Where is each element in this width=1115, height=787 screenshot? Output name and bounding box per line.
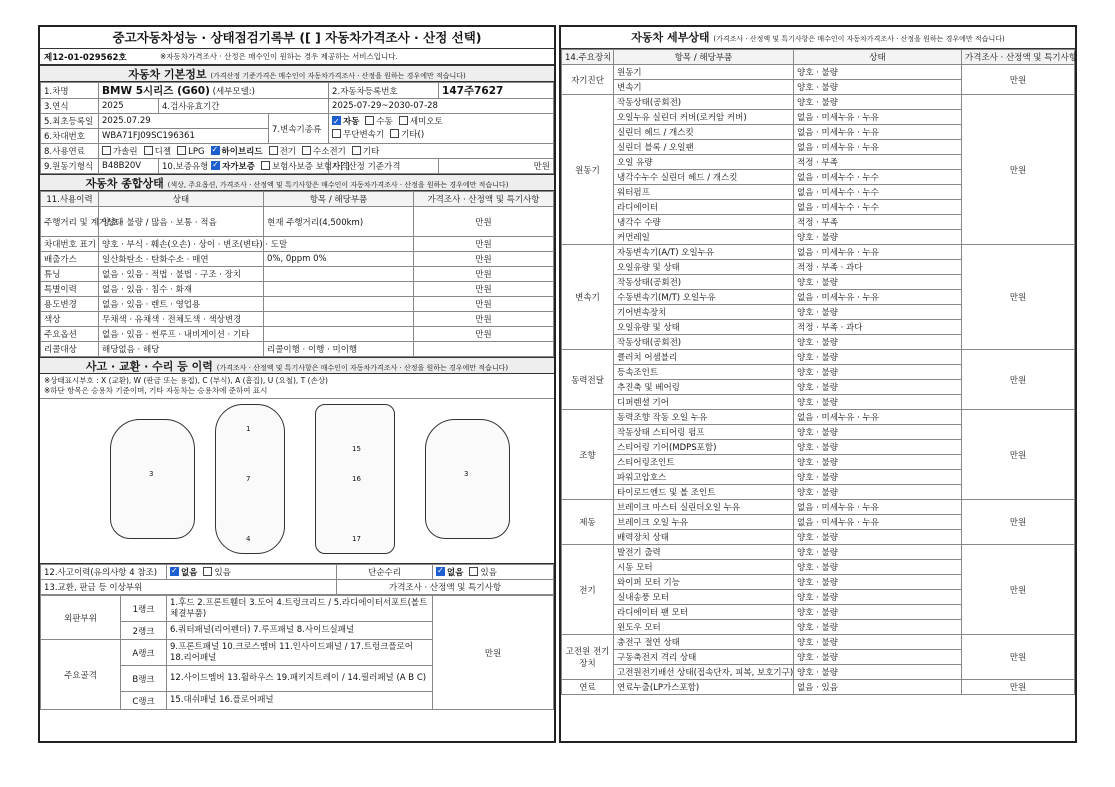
detail-item: 디퍼렌셜 기어 [614,395,794,410]
detail-item: 스티어링조인트 [614,455,794,470]
accident-section [40,357,554,374]
part-label: 13.교환, 판금 등 이상부위 [41,580,337,595]
detail-state[interactable]: 양호 · 불량 [794,560,962,575]
detail-row [562,680,1075,695]
trans-options [329,114,554,144]
legend-line-1: ※상태표시부호 : X (교환), W (판금 또는 용접), C (부식), A (흠집), U (요철), T (손상) [44,376,328,385]
detail-state[interactable]: 없음 · 미세누유 · 누유 [794,515,962,530]
detail-state[interactable]: 양호 · 불량 [794,455,962,470]
car-name-label: 1.차명 [41,83,99,99]
detail-item: 윈도우 모터 [614,620,794,635]
detail-price: 만원 [962,95,1075,245]
fuel-label: 8.사용연료 [41,144,99,159]
car-left-side-view: 3 [110,419,195,539]
detail-group: 자기진단 [562,65,614,95]
doc-info-row [40,49,554,65]
rank-label: 2랭크 [121,622,167,640]
detail-item: 클러치 어셈블리 [614,350,794,365]
trans-option-auto[interactable]: ✓자동 [332,117,359,127]
detail-row [562,635,1075,650]
detail-item: 작동상태 스티어링 펌프 [614,425,794,440]
detail-state[interactable]: 양호 · 불량 [794,395,962,410]
detail-state[interactable]: 양호 · 불량 [794,350,962,365]
rank-label: A랭크 [121,640,167,666]
detail-price: 만원 [962,65,1075,95]
fuel-hydrogen[interactable]: 수소전기 [302,147,346,157]
overall-cell-item [264,282,414,297]
detail-row [562,350,1075,365]
detail-section [561,27,1075,49]
detail-state[interactable]: 양호 · 불량 [794,425,962,440]
overall-cell-item [264,327,414,342]
inspect-value: 2025-07-29~2030-07-28 [329,99,554,114]
detail-state[interactable]: 없음 · 미세누유 · 누유 [794,290,962,305]
detail-state[interactable]: 없음 · 미세누유 · 누유 [794,125,962,140]
detail-item: 브레이크 마스터 실린더오일 누유 [614,500,794,515]
detail-state[interactable]: 양호 · 불량 [794,440,962,455]
detail-state[interactable]: 적정 · 부족 · 과다 [794,320,962,335]
overall-cell-label: 주요옵션 [41,327,99,342]
basic-info-note: (가격산정 기준가격은 매수인이 자동차가격조사 · 산정을 원하는 경우에만 적습니다) [210,72,466,80]
overall-row [41,267,554,282]
overall-row [41,282,554,297]
basic-info-section [40,65,554,82]
overall-title: 자동차 종합상태 [85,177,164,190]
overall-row [41,237,554,252]
detail-group: 전기 [562,545,614,635]
simple-repair-label: 단순수리 [337,565,433,580]
rank-items[interactable]: 1.후드 2.프론트휀더 3.도어 4.트렁크리드 / 5.라디에이터서포트(볼트체결부품) [167,596,433,622]
overall-cell-label: 튜닝 [41,267,99,282]
rank-items[interactable]: 9.프론트패널 10.크로스멤버 11.인사이드패널 / 17.트렁크플로어 18.리어패널 [167,640,433,666]
detail-price: 만원 [962,500,1075,545]
legend-line-2: ※하단 항목은 승용차 기준이며, 기타 자동차는 승용차에 준하여 표시 [44,386,268,395]
detail-item: 변속기 [614,80,794,95]
detail-item: 냉각수 수량 [614,215,794,230]
detail-state[interactable]: 양호 · 불량 [794,530,962,545]
overall-cell-label: 용도변경 [41,297,99,312]
detail-state[interactable]: 없음 · 미세누수 · 누수 [794,185,962,200]
rank-label: B랭크 [121,666,167,692]
detail-row [562,65,1075,80]
detail-state[interactable]: 양호 · 불량 [794,230,962,245]
detail-row [562,410,1075,425]
overall-header-state: 상태 [99,192,264,207]
detail-item: 시동 모터 [614,560,794,575]
basic-info-table [40,82,554,174]
first-reg-value: 2025.07.29 [99,114,269,129]
detail-state[interactable]: 없음 · 미세누유 · 누유 [794,500,962,515]
first-reg-label: 5.최초등록일 [41,114,99,129]
detail-item: 실린더 헤드 / 개스킷 [614,125,794,140]
detail-item: 커먼레일 [614,230,794,245]
overall-cell-label: 배출가스 [41,252,99,267]
trans-option-manual[interactable]: 수동 [365,117,392,127]
detail-item: 라디에이터 팬 모터 [614,605,794,620]
service-notice: ※자동차가격조사 · 산정은 매수인이 원하는 경우 제공하는 서비스입니다. [160,52,398,61]
warranty-options: 10.보증유형 ✓ 자가보증 보험사보증 보험사[ ] [159,159,329,174]
detail-price: 만원 [962,635,1075,680]
detail-state[interactable]: 양호 · 불량 [794,665,962,680]
detail-item: 등속조인트 [614,365,794,380]
detail-price: 만원 [962,245,1075,350]
overall-cell-state[interactable]: 없음 · 있음 · 적법 · 불법 · 구조 · 장치 [99,267,264,282]
engine-value: B48B20V [99,159,159,174]
left-panel [38,25,556,743]
fuel-hybrid[interactable]: ✓ 하이브리드 [211,147,263,157]
inspect-label: 4.검사유효기간 [159,99,329,114]
detail-header-device: 14.주요장치 [562,50,614,65]
detail-state[interactable]: 양호 · 불량 [794,650,962,665]
accident-note: (가격조사 · 산정액 및 특기사항은 매수인이 자동차가격조사 · 산정을 원하는 경우에만 적습니다) [216,364,509,372]
detail-state[interactable]: 없음 · 미세누유 · 누유 [794,110,962,125]
history-yes[interactable]: 있음 [203,568,230,578]
year-label: 3.연식 [41,99,99,114]
overall-cell-price: 만원 [414,297,554,312]
overall-cell-label: 색상 [41,312,99,327]
fuel-electric[interactable]: 전기 [269,147,296,157]
trans-label: 7.변속기종류 [269,114,329,144]
detail-price: 만원 [962,350,1075,410]
detail-item: 라디에이터 [614,200,794,215]
detail-item: 원동기 [614,65,794,80]
overall-cell-label: 특별이력 [41,282,99,297]
detail-item: 와이퍼 모터 기능 [614,575,794,590]
overall-cell-price [414,342,554,357]
rank-price: 만원 [433,596,554,710]
detail-state[interactable]: 없음 · 미세누유 · 누유 [794,140,962,155]
detail-state[interactable]: 양호 · 불량 [794,335,962,350]
overall-cell-item [264,267,414,282]
reg-no-label: 2.자동차등록번호 [329,83,439,99]
detail-note: (가격조사 · 산정액 및 특기사항은 매수인이 자동차가격조사 · 산정을 원하는 경우에만 적습니다) [713,35,1005,43]
detail-state[interactable]: 양호 · 불량 [794,275,962,290]
detail-item: 작동상태(공회전) [614,335,794,350]
detail-item: 발전기 출력 [614,545,794,560]
detail-item: 오일 유량 [614,155,794,170]
detail-group: 연료 [562,680,614,695]
detail-item: 타이로드엔드 및 볼 조인트 [614,485,794,500]
overall-cell-label: 차대번호 표기 [41,237,99,252]
overall-section [40,174,554,191]
detail-state[interactable]: 없음 · 미세누유 · 누유 [794,410,962,425]
detail-state[interactable]: 양호 · 불량 [794,95,962,110]
detail-item: 자동변속기(A/T) 오일누유 [614,245,794,260]
document-title: 중고자동차성능 · 상태점검기록부 ([ ] 자동차가격조사 · 산정 선택) [40,27,554,49]
overall-cell-state[interactable]: 무채색 · 유채색 · 전체도색 · 색상변경 [99,312,264,327]
car-model-sub: (세부모델:) [212,87,255,97]
detail-state[interactable]: 양호 · 불량 [794,80,962,95]
rank-label: C랭크 [121,692,167,710]
overall-cell-label: 주행거리 및 계기상태 [41,207,99,237]
detail-row [562,545,1075,560]
detail-row [562,245,1075,260]
right-panel [559,25,1077,743]
overall-cell-item [264,297,414,312]
detail-row [562,95,1075,110]
car-frame-view: 15 16 17 [315,404,395,554]
detail-state[interactable]: 없음 · 미세누수 · 누수 [794,170,962,185]
overall-cell-item: 리콜이행 · 이행 · 미이행 [264,342,414,357]
detail-item: 고전원전기배선 상태(접속단자, 피복, 보호기구) [614,665,794,680]
overall-cell-state[interactable]: 양호 · 불량 / 많음 · 보통 · 적음 [99,207,264,237]
detail-state[interactable]: 양호 · 불량 [794,590,962,605]
overall-cell-item [264,312,414,327]
detail-state[interactable]: 양호 · 불량 [794,605,962,620]
accident-title: 사고 · 교환 · 수리 등 이력 [85,360,213,373]
detail-state[interactable]: 적정 · 부족 · 과다 [794,260,962,275]
detail-item: 수동변속기(M/T) 오일누유 [614,290,794,305]
simple-none[interactable]: ✓ 없음 [436,568,463,578]
trans-option-other[interactable]: 기타() [390,130,424,140]
overall-cell-state[interactable]: 양호 · 부식 · 훼손(오손) · 상이 · 변조(변타) · 도말 [99,237,264,252]
detail-header-item: 항목 / 해당부품 [614,50,794,65]
detail-item: 추진축 및 베어링 [614,380,794,395]
accident-legend [40,374,554,399]
detail-item: 브레이크 오일 누유 [614,515,794,530]
overall-header-usage: 11.사용이력 [41,192,99,207]
detail-group: 동력전달 [562,350,614,410]
detail-table [561,49,1078,695]
overall-cell-state[interactable]: 해당없음 · 해당 [99,342,264,357]
detail-state[interactable]: 없음 · 미세누수 · 누수 [794,200,962,215]
detail-state[interactable]: 적정 · 부족 [794,215,962,230]
trans-option-cvt[interactable]: 무단변속기 [332,130,384,140]
overall-row [41,297,554,312]
detail-item: 워터펌프 [614,185,794,200]
detail-group: 조향 [562,410,614,500]
detail-item: 작동상태(공회전) [614,95,794,110]
detail-state[interactable]: 양호 · 불량 [794,305,962,320]
detail-state[interactable]: 양호 · 불량 [794,635,962,650]
vin-value: WBA71FJ09SC196361 [99,129,269,144]
detail-price: 만원 [962,410,1075,500]
car-diagram [40,399,554,564]
detail-state[interactable]: 양호 · 불량 [794,470,962,485]
overall-cell-price: 만원 [414,282,554,297]
detail-item: 스티어링 기어(MDPS포함) [614,440,794,455]
rank-row [41,596,554,622]
part-price-label: 가격조사 · 산정액 및 특기사항 [337,580,554,595]
overall-cell-state[interactable]: 없음 · 있음 · 썬루프 · 내비게이션 · 기타 [99,327,264,342]
overall-cell-price: 만원 [414,252,554,267]
detail-title: 자동차 세부상태 [631,31,710,44]
overall-row [41,312,554,327]
detail-item: 실내송풍 모터 [614,590,794,605]
reg-no: 147주7627 [442,85,504,97]
detail-item: 연료누출(LP가스포함) [614,680,794,695]
doc-number: 제12-01-029562호 [44,52,127,63]
history-none[interactable]: ✓ 없음 [170,568,197,578]
detail-item: 배력장치 상태 [614,530,794,545]
fuel-other[interactable]: 기타 [352,147,379,157]
overall-cell-state[interactable]: 없음 · 있음 · 침수 · 화재 [99,282,264,297]
overall-cell-item: 현재 주행거리(4,500km) [264,207,414,237]
detail-item: 오일누유 실린더 커버(로커암 커버) [614,110,794,125]
detail-item: 오일유량 및 상태 [614,260,794,275]
car-right-side-view: 3 [425,419,510,539]
detail-row [562,500,1075,515]
overall-row [41,342,554,357]
rank-label: 1랭크 [121,596,167,622]
rank-table [40,595,554,710]
vin-label: 6.차대번호 [41,129,99,144]
fuel-options [99,144,554,159]
detail-group: 제동 [562,500,614,545]
detail-state[interactable]: 없음 · 있음 [794,680,962,695]
overall-cell-label: 리콜대상 [41,342,99,357]
detail-group: 원동기 [562,95,614,245]
detail-item: 기어변속장치 [614,305,794,320]
detail-item: 구동축전지 격리 상태 [614,650,794,665]
fuel-lpg[interactable]: LPG [177,147,204,157]
overall-table [40,191,554,357]
history-label: 12.사고이력(유의사항 4 참조) [41,565,167,580]
detail-header-price: 가격조사 · 산정액 및 특기사항 [962,50,1075,65]
price-base-unit: 만원 [439,159,554,174]
overall-cell-state[interactable]: 없음 · 있음 · 렌트 · 영업용 [99,297,264,312]
overall-cell-price: 만원 [414,267,554,282]
detail-state[interactable]: 양호 · 불량 [794,545,962,560]
detail-price: 만원 [962,545,1075,635]
overall-header-item: 항목 / 해당부품 [264,192,414,207]
detail-item: 실린더 블록 / 오일팬 [614,140,794,155]
fuel-gasoline[interactable]: 가솔린 [102,147,138,157]
detail-price: 만원 [962,680,1075,695]
detail-item: 오일유량 및 상태 [614,320,794,335]
detail-group: 고전원 전기장치 [562,635,614,680]
fuel-diesel[interactable]: 디젤 [144,147,171,157]
detail-group: 변속기 [562,245,614,350]
detail-header-state: 상태 [794,50,962,65]
accident-table [40,564,554,595]
car-name: BMW 5시리즈 (G60) [102,85,210,97]
overall-cell-item: 0%, 0ppm 0% [264,252,414,267]
basic-info-title: 자동차 기본정보 [128,68,207,81]
detail-state[interactable]: 양호 · 불량 [794,380,962,395]
detail-state[interactable]: 없음 · 미세누유 · 누유 [794,245,962,260]
detail-item: 파워고압호스 [614,470,794,485]
detail-item: 동력조향 작동 오일 누유 [614,410,794,425]
detail-item: 충전구 절연 상태 [614,635,794,650]
detail-state[interactable]: 양호 · 불량 [794,485,962,500]
detail-item: 작동상태(공회전) [614,275,794,290]
trans-option-semi[interactable]: 세미오토 [399,117,443,127]
overall-header-price: 가격조사 · 산정액 및 특기사항 [414,192,554,207]
overall-cell-price: 만원 [414,237,554,252]
overall-row [41,327,554,342]
overall-cell-price: 만원 [414,207,554,237]
detail-state[interactable]: 양호 · 불량 [794,620,962,635]
simple-yes[interactable]: 있음 [469,568,496,578]
overall-cell-state[interactable]: 일산화탄소 · 탄화수소 · 매연 [99,252,264,267]
detail-state[interactable]: 양호 · 불량 [794,65,962,80]
rank-items[interactable]: 12.사이드멤버 13.휠하우스 19.패키지트레이 / 14.필러패널 (A B C) [167,666,433,692]
rank-group: 주요골격 [41,640,121,710]
detail-state[interactable]: 양호 · 불량 [794,365,962,380]
detail-state[interactable]: 양호 · 불량 [794,575,962,590]
rank-items[interactable]: 15.대쉬패널 16.플로어패널 [167,692,433,710]
rank-items[interactable]: 6.쿼터패널(리어펜더) 7.루프패널 8.사이드실패널 [167,622,433,640]
detail-state[interactable]: 적정 · 부족 [794,155,962,170]
year-value: 2025 [99,99,159,114]
warranty-self[interactable]: ✓ 자가보증 [211,162,255,172]
detail-item: 냉각수누수 실린더 헤드 / 개스킷 [614,170,794,185]
overall-cell-price: 만원 [414,327,554,342]
overall-row [41,252,554,267]
overall-cell-price: 만원 [414,312,554,327]
warranty-insurer[interactable]: 보험사보증 보험사[ ] [261,162,350,172]
car-top-view: 1 7 4 [215,404,285,554]
rank-group: 외판부위 [41,596,121,640]
price-base-label: 가격산정 기준가격 [329,159,439,174]
overall-note: (색상, 주요옵션, 가격조사 · 산정액 및 특기사항은 매수인이 자동차가격조사 · 산정을 원하는 경우에만 적습니다) [167,181,509,189]
engine-label: 9.원동기형식 [41,159,99,174]
overall-row [41,207,554,237]
